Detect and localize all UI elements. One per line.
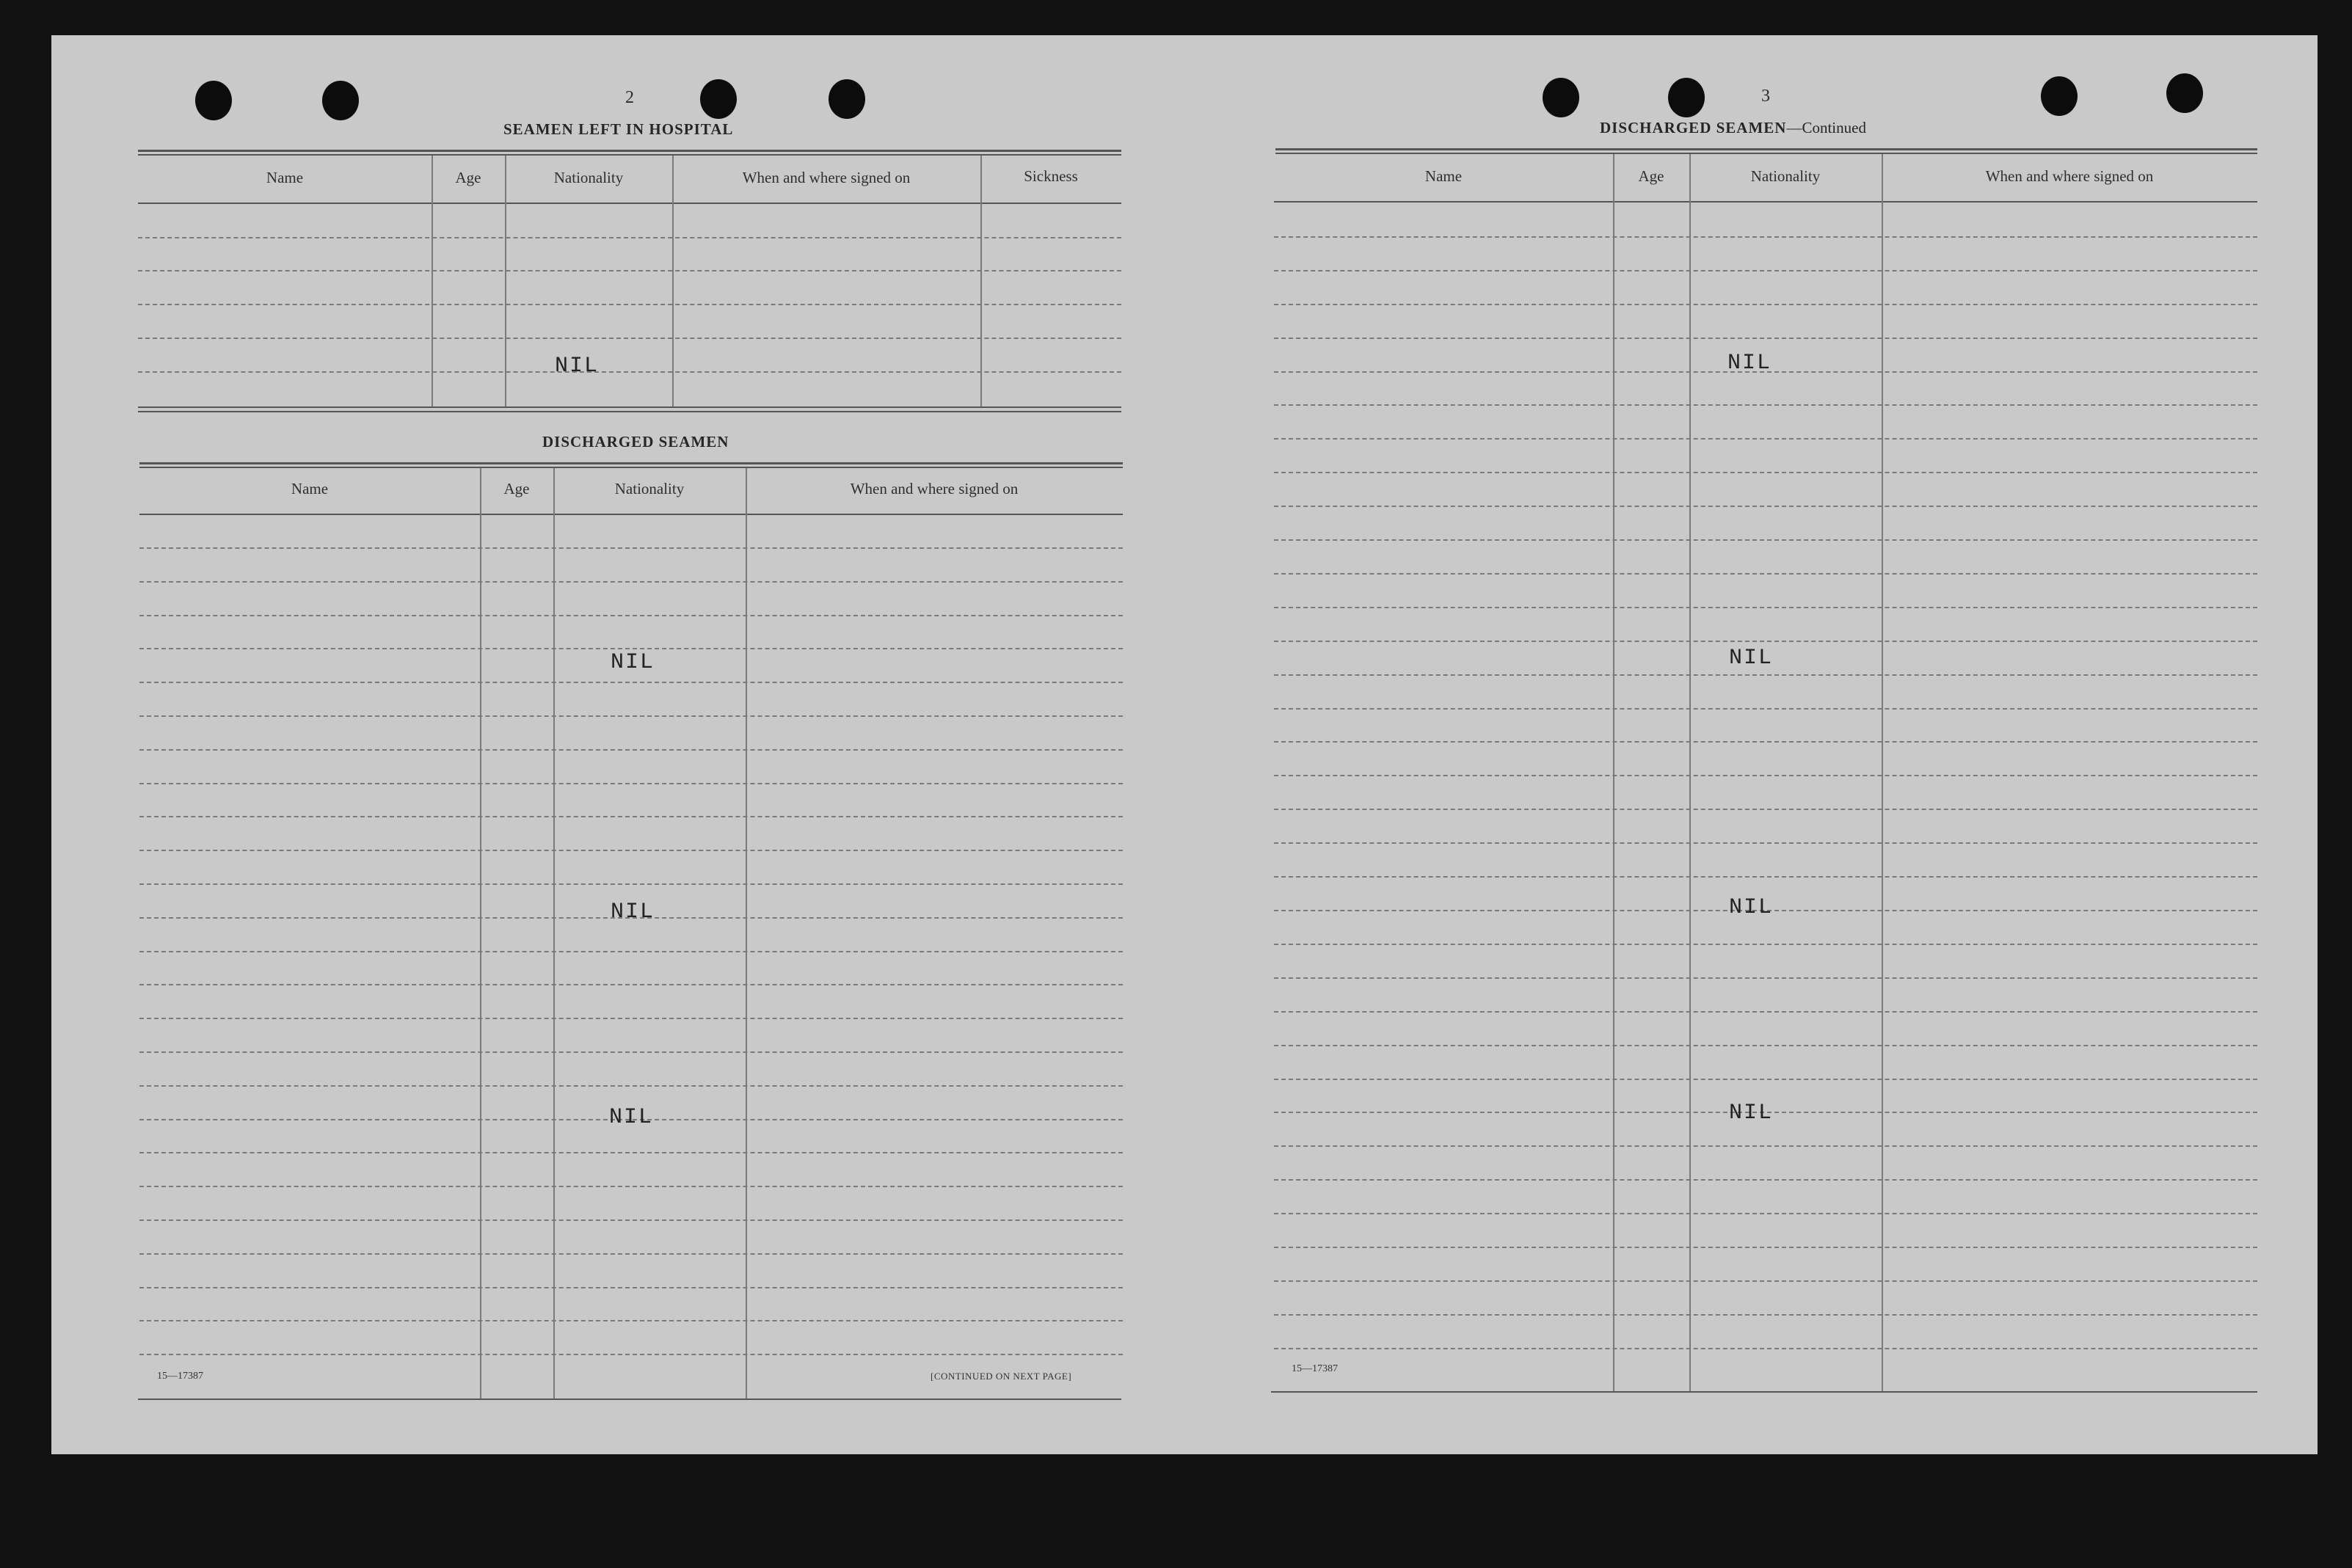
row-line (138, 304, 1121, 305)
nil-entry: NIL (609, 1105, 654, 1130)
col-divider (1882, 154, 1883, 1391)
row-line (1274, 842, 2257, 844)
section-rule (1275, 148, 2257, 150)
section-rule (1271, 1391, 2257, 1393)
continued-suffix: —Continued (1786, 119, 1866, 136)
row-line (139, 1219, 1123, 1221)
row-line (1274, 708, 2257, 710)
col-nationality: Nationality (553, 169, 624, 186)
row-line (139, 581, 1123, 583)
col-divider (553, 468, 555, 1399)
col-divider (746, 468, 747, 1399)
section-rule (139, 462, 1123, 464)
row-line (1274, 1213, 2257, 1214)
section-rule (138, 411, 1121, 412)
header-underline (1274, 201, 2257, 203)
nil-entry: NIL (611, 900, 655, 925)
row-line (139, 648, 1123, 649)
punch-hole (1543, 78, 1579, 117)
punch-hole (2041, 76, 2078, 116)
col-divider (1689, 154, 1691, 1391)
row-line (139, 1320, 1123, 1321)
row-line (139, 1051, 1123, 1053)
discharged-continued-title (1600, 119, 1866, 137)
discharged-section-title: DISCHARGED SEAMEN (542, 433, 729, 451)
row-line (138, 338, 1121, 339)
row-line (1274, 404, 2257, 406)
row-line (139, 850, 1123, 851)
page-number-left: 2 (625, 88, 634, 107)
page-number-right: 3 (1761, 87, 1770, 106)
form-number-right: 15—17387 (1292, 1363, 1338, 1374)
row-line (139, 749, 1123, 751)
col-signed-on: When and where signed on (850, 480, 1019, 497)
row-line (138, 270, 1121, 271)
row-line (1274, 607, 2257, 608)
row-line (1274, 977, 2257, 979)
form-number-left: 15—17387 (157, 1371, 203, 1382)
row-line (139, 1186, 1123, 1187)
col-name: Name (1424, 167, 1463, 185)
row-line (139, 1152, 1123, 1153)
row-line (1274, 1314, 2257, 1316)
col-divider (1613, 154, 1614, 1391)
row-line (139, 547, 1123, 549)
punch-hole (1668, 78, 1705, 117)
row-line (139, 883, 1123, 885)
nil-entry: NIL (1729, 895, 1774, 920)
nil-entry: NIL (611, 650, 655, 675)
col-divider (505, 156, 506, 406)
ledger-sheet (51, 35, 2318, 1454)
col-divider (480, 468, 481, 1399)
punch-hole (2166, 73, 2203, 113)
col-sickness: Sickness (1024, 167, 1078, 185)
row-line (1274, 944, 2257, 945)
row-line (139, 615, 1123, 616)
row-line (138, 371, 1121, 373)
continued-note: [CONTINUED ON NEXT PAGE] (931, 1371, 1072, 1382)
row-line (139, 1287, 1123, 1288)
section-rule (139, 467, 1123, 468)
row-line (139, 1354, 1123, 1355)
row-line (138, 237, 1121, 238)
row-line (1274, 236, 2257, 238)
section-rule (1275, 153, 2257, 154)
row-line (139, 682, 1123, 683)
row-line (1274, 1280, 2257, 1282)
row-line (1274, 270, 2257, 271)
row-line (1274, 1045, 2257, 1046)
row-line (1274, 472, 2257, 473)
row-line (1274, 304, 2257, 305)
row-line (1274, 641, 2257, 642)
nil-entry: NIL (555, 354, 600, 379)
header-underline (138, 203, 1121, 204)
nil-entry: NIL (1729, 1101, 1774, 1126)
nil-entry: NIL (1729, 646, 1774, 671)
section-rule (138, 150, 1121, 152)
punch-hole (700, 79, 737, 119)
col-name: Name (291, 480, 329, 497)
row-line (139, 951, 1123, 952)
row-line (139, 816, 1123, 817)
row-line (1274, 573, 2257, 575)
discharged-continued-title-text: DISCHARGED SEAMEN (1600, 119, 1787, 136)
col-nationality: Nationality (614, 480, 685, 497)
row-line (1274, 1011, 2257, 1013)
nil-entry: NIL (1727, 351, 1772, 376)
col-nationality: Nationality (1750, 167, 1821, 185)
col-divider (672, 156, 674, 406)
punch-hole (195, 81, 232, 120)
punch-hole (322, 81, 359, 120)
col-name: Name (266, 169, 304, 186)
row-line (1274, 674, 2257, 676)
section-rule (138, 1399, 1121, 1400)
row-line (1274, 809, 2257, 810)
col-signed-on: When and where signed on (1985, 167, 2154, 185)
row-line (1274, 775, 2257, 776)
row-line (1274, 1079, 2257, 1080)
row-line (139, 783, 1123, 784)
row-line (139, 1253, 1123, 1255)
row-line (1274, 1247, 2257, 1248)
col-age: Age (1638, 167, 1664, 185)
col-age: Age (503, 480, 530, 497)
row-line (139, 984, 1123, 985)
row-line (1274, 438, 2257, 440)
row-line (1274, 1348, 2257, 1349)
col-divider (432, 156, 433, 406)
row-line (1274, 1145, 2257, 1147)
row-line (1274, 539, 2257, 541)
section-rule (138, 406, 1121, 408)
row-line (139, 715, 1123, 717)
col-age: Age (455, 169, 481, 186)
row-line (139, 1085, 1123, 1087)
col-divider (980, 156, 982, 406)
row-line (1274, 876, 2257, 878)
header-underline (139, 514, 1123, 515)
row-line (139, 1018, 1123, 1019)
punch-hole (829, 79, 865, 119)
section-rule (138, 154, 1121, 156)
row-line (1274, 741, 2257, 743)
row-line (1274, 506, 2257, 507)
row-line (1274, 1179, 2257, 1181)
hospital-section-title: SEAMEN LEFT IN HOSPITAL (503, 120, 734, 138)
col-signed-on: When and where signed on (742, 169, 911, 186)
row-line (1274, 338, 2257, 339)
